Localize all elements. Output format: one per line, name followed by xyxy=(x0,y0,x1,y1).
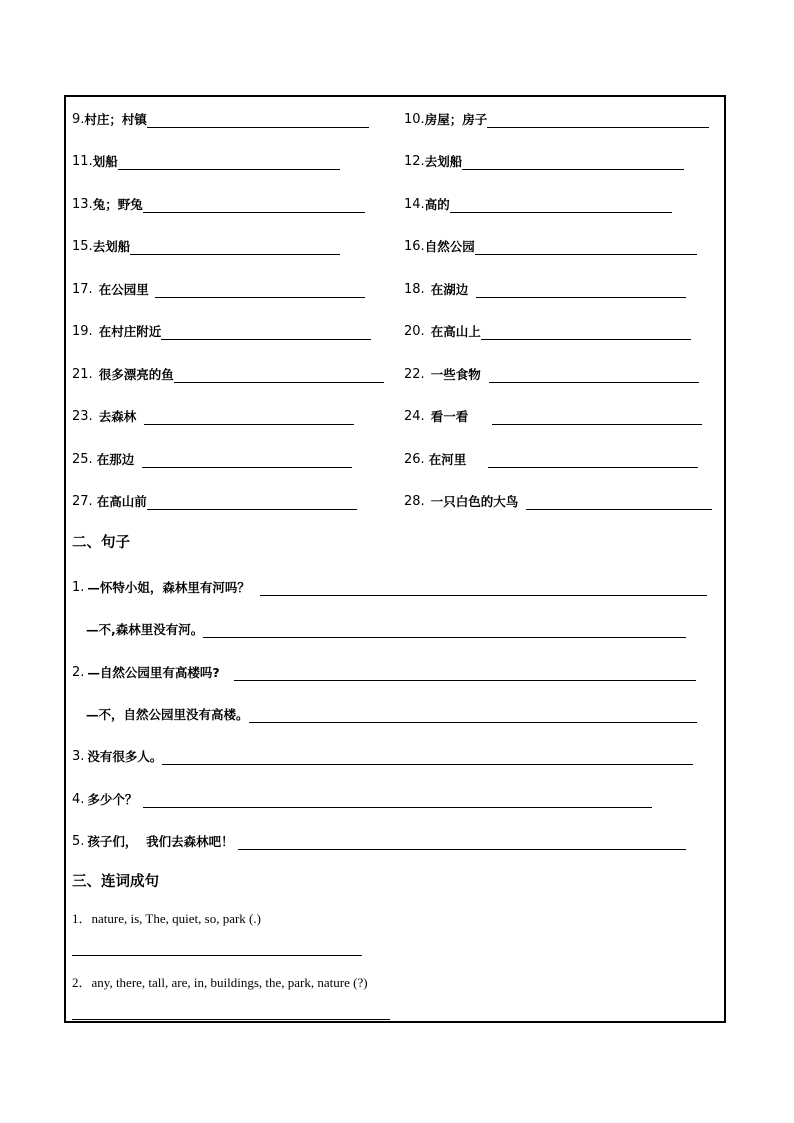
sentence-number: 3. xyxy=(72,749,85,764)
answer-line[interactable] xyxy=(72,955,362,956)
sentence-item-4 xyxy=(72,789,652,808)
vocab-item-25 xyxy=(72,449,352,468)
answer-line[interactable] xyxy=(462,157,684,170)
vocab-number: 27. xyxy=(72,494,93,509)
answer-line[interactable] xyxy=(161,327,371,340)
answer-line[interactable] xyxy=(130,242,340,255)
section-heading-sentences: 二、句子 xyxy=(72,535,130,551)
answer-line[interactable] xyxy=(260,583,707,596)
word-order-number: 2． xyxy=(72,975,92,990)
vocab-prompt: 去划船 xyxy=(424,154,463,169)
word-order-prompt: any, there, tall, are, in, buildings, the, park, nature (?) xyxy=(91,975,368,990)
sentence-number: 2. xyxy=(72,665,85,680)
sentence-prompt: —怀特小姐，森林里有河吗？ xyxy=(87,580,250,595)
answer-line[interactable] xyxy=(526,497,712,510)
answer-line[interactable] xyxy=(147,497,357,510)
vocab-item-14 xyxy=(404,194,672,213)
sentence-item-2-reply xyxy=(86,704,697,723)
vocab-item-28 xyxy=(404,491,712,510)
vocab-number: 26. xyxy=(404,452,425,467)
vocab-number: 23. xyxy=(72,409,93,424)
vocab-item-24 xyxy=(404,406,702,425)
vocab-prompt: 很多漂亮的鱼 xyxy=(98,367,174,382)
sentence-number: 4. xyxy=(72,792,85,807)
vocab-number: 13. xyxy=(72,197,93,212)
vocab-item-27 xyxy=(72,491,357,510)
vocab-prompt: 一些食物 xyxy=(430,367,481,382)
vocab-prompt: 去森林 xyxy=(98,409,137,424)
sentence-prompt: —不,森林里没有河。 xyxy=(86,622,204,637)
vocab-number: 25. xyxy=(72,452,93,467)
answer-line[interactable] xyxy=(234,668,696,681)
vocab-number: 16. xyxy=(404,239,425,254)
sentence-item-5 xyxy=(72,831,686,850)
word-order-item-2 xyxy=(72,975,368,991)
vocab-item-18 xyxy=(404,279,686,298)
vocab-number: 20. xyxy=(404,324,425,339)
vocab-item-22 xyxy=(404,364,699,383)
vocab-item-19 xyxy=(72,321,371,340)
vocab-number: 17. xyxy=(72,282,93,297)
vocab-item-23 xyxy=(72,406,354,425)
sentence-number: 1. xyxy=(72,580,85,595)
vocab-prompt: 在公园里 xyxy=(98,282,149,297)
answer-line[interactable] xyxy=(476,285,686,298)
section-heading-word-order: 三、连词成句 xyxy=(72,874,159,890)
answer-line[interactable] xyxy=(155,285,365,298)
vocab-item-16 xyxy=(404,236,697,255)
vocab-number: 18. xyxy=(404,282,425,297)
answer-line[interactable] xyxy=(450,200,672,213)
sentence-item-2 xyxy=(72,662,696,681)
answer-line[interactable] xyxy=(238,837,686,850)
vocab-item-11 xyxy=(72,151,340,170)
answer-line[interactable] xyxy=(487,115,709,128)
answer-line[interactable] xyxy=(203,625,686,638)
vocab-prompt: 自然公园 xyxy=(424,239,475,254)
vocab-item-20 xyxy=(404,321,691,340)
word-order-prompt: nature, is, The, quiet, so, park (.) xyxy=(91,911,261,926)
answer-line[interactable] xyxy=(144,412,354,425)
vocab-number: 24. xyxy=(404,409,425,424)
vocab-prompt: 高的 xyxy=(424,197,450,212)
vocab-number: 10. xyxy=(404,112,425,127)
vocab-item-21 xyxy=(72,364,384,383)
vocab-prompt: 房屋；房子 xyxy=(424,112,488,127)
answer-line[interactable] xyxy=(492,412,702,425)
answer-line[interactable] xyxy=(489,370,699,383)
answer-line[interactable] xyxy=(118,157,340,170)
vocab-number: 22. xyxy=(404,367,425,382)
worksheet-frame xyxy=(64,95,726,1023)
word-order-number: 1． xyxy=(72,911,92,926)
vocab-number: 14. xyxy=(404,197,425,212)
sentence-item-3 xyxy=(72,746,693,765)
vocab-prompt: 在湖边 xyxy=(430,282,469,297)
vocab-prompt: 看一看 xyxy=(430,409,469,424)
vocab-prompt: 在河里 xyxy=(428,452,467,467)
sentence-prompt: —自然公园里有高楼吗? xyxy=(87,665,220,680)
vocab-item-12 xyxy=(404,151,684,170)
answer-line[interactable] xyxy=(147,115,369,128)
vocab-number: 19. xyxy=(72,324,93,339)
answer-line[interactable] xyxy=(143,795,652,808)
sentence-prompt: —不，自然公园里没有高楼。 xyxy=(86,707,249,722)
vocab-prompt: 在那边 xyxy=(96,452,135,467)
sentence-item-1-reply xyxy=(86,619,686,638)
answer-line[interactable] xyxy=(481,327,691,340)
answer-line[interactable] xyxy=(143,200,365,213)
sentence-item-1 xyxy=(72,577,707,596)
answer-line[interactable] xyxy=(142,455,352,468)
answer-line[interactable] xyxy=(162,752,693,765)
vocab-item-26 xyxy=(404,449,698,468)
vocab-number: 12. xyxy=(404,154,425,169)
vocab-prompt: 去划船 xyxy=(92,239,131,254)
vocab-item-15 xyxy=(72,236,340,255)
answer-line[interactable] xyxy=(488,455,698,468)
vocab-number: 9. xyxy=(72,112,85,127)
vocab-number: 28. xyxy=(404,494,425,509)
vocab-prompt: 在村庄附近 xyxy=(98,324,162,339)
answer-line[interactable] xyxy=(249,710,697,723)
vocab-prompt: 兔；野兔 xyxy=(92,197,143,212)
vocab-number: 15. xyxy=(72,239,93,254)
vocab-item-10 xyxy=(404,109,709,128)
sentence-prompt: 孩子们， 我们去森林吧！ xyxy=(87,834,234,849)
sentence-number: 5. xyxy=(72,834,85,849)
vocab-prompt: 在高山上 xyxy=(430,324,481,339)
vocab-item-13 xyxy=(72,194,365,213)
vocab-item-17 xyxy=(72,279,365,298)
vocab-number: 21. xyxy=(72,367,93,382)
sentence-prompt: 没有很多人。 xyxy=(87,749,163,764)
vocab-prompt: 村庄；村镇 xyxy=(84,112,147,127)
vocab-item-9 xyxy=(72,109,369,128)
sentence-prompt: 多少个？ xyxy=(87,792,138,807)
vocab-number: 11. xyxy=(72,154,93,169)
answer-line[interactable] xyxy=(475,242,697,255)
answer-line[interactable] xyxy=(72,1019,390,1020)
vocab-prompt: 划船 xyxy=(92,154,118,169)
answer-line[interactable] xyxy=(174,370,384,383)
vocab-prompt: 一只白色的大鸟 xyxy=(430,494,519,509)
word-order-item-1 xyxy=(72,911,261,927)
vocab-prompt: 在高山前 xyxy=(96,494,147,509)
